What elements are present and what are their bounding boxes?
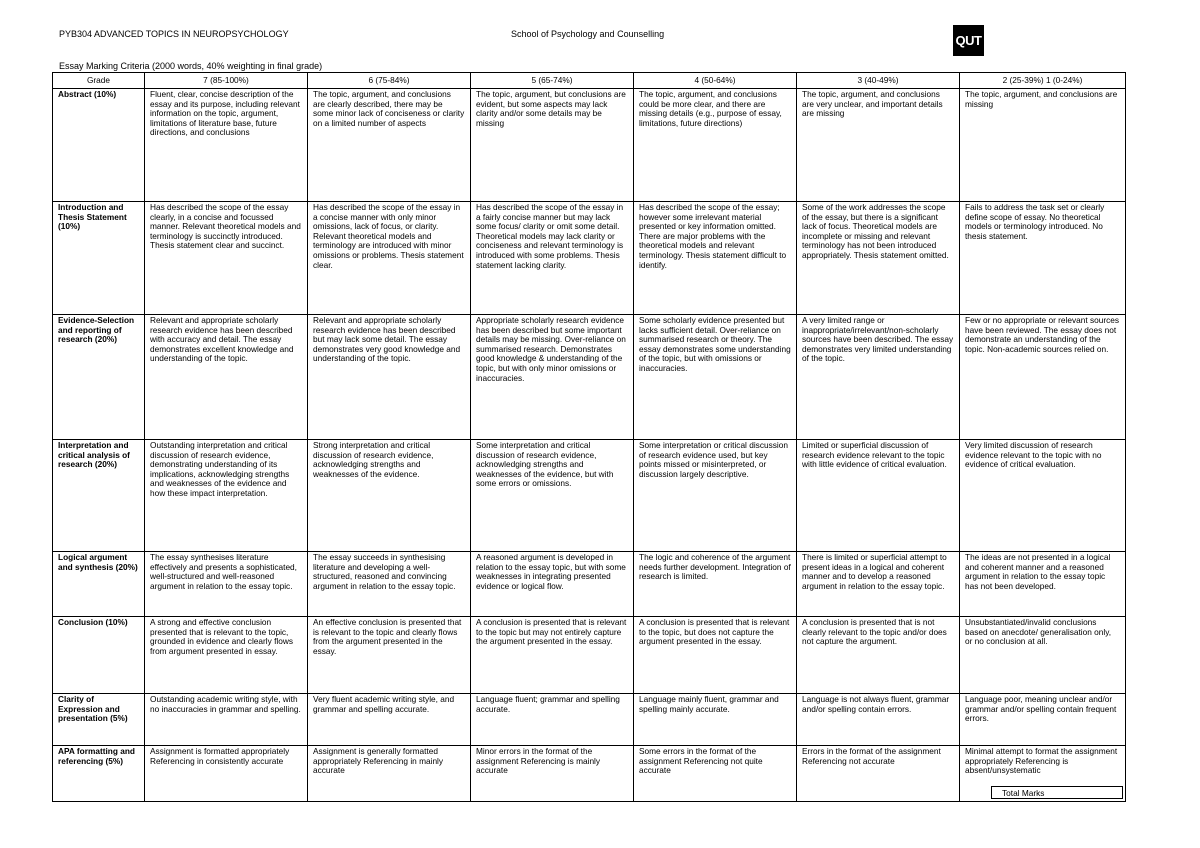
table-cell: A conclusion is presented that is relevant to the topic but may not entirely capture the argument presented in the essay.: [471, 617, 634, 694]
table-row: [53, 617, 1126, 694]
table-cell: Assignment is formatted appropriately Referencing in consistently accurate: [145, 746, 308, 802]
column-header-grade-7: 7 (85-100%): [145, 73, 308, 89]
criterion-label: Evidence-Selection and reporting of research (20%): [53, 315, 145, 440]
table-cell: A reasoned argument is developed in relation to the essay topic, but with some weaknesses in integrating presented evidence or logical flow.: [471, 552, 634, 617]
table-cell: Some interpretation and critical discussion of research evidence, acknowledging strengths and weaknesses of the evidence, but with some errors or omissions.: [471, 440, 634, 552]
table-cell: Has described the scope of the essay clearly, in a concise and focussed manner. Relevant theoretical models and terminology is succinctly introduced. Thesis statement clear and succinct.: [145, 202, 308, 315]
table-cell: Appropriate scholarly research evidence has been described but some important details may be missing. Over-reliance on summarised research. Demonstrates good knowledge & understanding of the topic, but with only minor omissions or inaccuracies.: [471, 315, 634, 440]
table-row: [53, 552, 1126, 617]
column-header-grade: Grade: [53, 73, 145, 89]
table-cell: The topic, argument, but conclusions are evident, but some aspects may lack clarity and/or some details may be missing: [471, 89, 634, 202]
table-cell: Some errors in the format of the assignment Referencing not quite accurate: [634, 746, 797, 802]
criterion-label: Conclusion (10%): [53, 617, 145, 694]
column-header-grade-3: 3 (40-49%): [797, 73, 960, 89]
table-cell: Language fluent; grammar and spelling accurate.: [471, 694, 634, 746]
table-cell: Unsubstantiated/invalid conclusions based on anecdote/ generalisation only, or no conclusion at all.: [960, 617, 1126, 694]
course-title: PYB304 ADVANCED TOPICS IN NEUROPSYCHOLOGY: [59, 29, 289, 39]
qut-logo: QUT: [953, 25, 984, 56]
table-cell: Very limited discussion of research evidence relevant to the topic with no evidence of critical evaluation.: [960, 440, 1126, 552]
table-cell: Errors in the format of the assignment Referencing not accurate: [797, 746, 960, 802]
table-cell: Fails to address the task set or clearly define scope of essay. No theoretical models or terminology introduced. No thesis statement.: [960, 202, 1126, 315]
table-row: [53, 440, 1126, 552]
table-cell: Some interpretation or critical discussion of research evidence used, but key points missed or misinterpreted, or discussion largely descriptive.: [634, 440, 797, 552]
table-cell: The logic and coherence of the argument needs further development. Integration of research is limited.: [634, 552, 797, 617]
table-cell: Few or no appropriate or relevant sources have been reviewed. The essay does not demonstrate an understanding of the topic. Non-academic sources relied on.: [960, 315, 1126, 440]
table-cell: A conclusion is presented that is relevant to the topic, but does not capture the argument presented in the essay.: [634, 617, 797, 694]
table-cell: The ideas are not presented in a logical and coherent manner and a reasoned argument in relation to the essay topic has not been developed.: [960, 552, 1126, 617]
table-cell: Some scholarly evidence presented but lacks sufficient detail. Over-reliance on summarised research or theory. The essay demonstrates some understanding of the topic, but with omissions or inaccuracies.: [634, 315, 797, 440]
table-cell: Some of the work addresses the scope of the essay, but there is a significant lack of focus. Theoretical models are incomplete or missing and relevant terminology has not been introduced appropriately. Thesis statement omitted.: [797, 202, 960, 315]
criterion-label: Abstract (10%): [53, 89, 145, 202]
table-cell: The topic, argument, and conclusions are missing: [960, 89, 1126, 202]
table-cell: The essay synthesises literature effectively and presents a sophisticated, well-structured and well-reasoned argument in relation to the essay topic.: [145, 552, 308, 617]
table-row: [53, 694, 1126, 746]
table-cell: Strong interpretation and critical discussion of research evidence, acknowledging strengths and weaknesses of the evidence.: [308, 440, 471, 552]
table-cell: Fluent, clear, concise description of the essay and its purpose, including relevant information on the topic, argument, limitations of literature base, future directions, and conclusions: [145, 89, 308, 202]
criteria-title: Essay Marking Criteria (2000 words, 40% weighting in final grade): [59, 61, 323, 71]
table-cell: An effective conclusion is presented that is relevant to the topic and clearly flows from the argument presented in the essay.: [308, 617, 471, 694]
table-cell: Outstanding academic writing style, with no inaccuracies in grammar and spelling.: [145, 694, 308, 746]
table-cell: The topic, argument, and conclusions are very unclear, and important details are missing: [797, 89, 960, 202]
table-row: [53, 202, 1126, 315]
table-row: [53, 89, 1126, 202]
table-cell: Has described the scope of the essay; however some irrelevant material presented or key information omitted. There are major problems with the theoretical models and relevant terminology. Thesis statement difficult to identify.: [634, 202, 797, 315]
table-cell: The topic, argument, and conclusions are clearly described, there may be some minor lack of conciseness or clarity on a limited number of aspects: [308, 89, 471, 202]
header-row: [53, 73, 1126, 89]
table-cell: A conclusion is presented that is not clearly relevant to the topic and/or does not capture the argument.: [797, 617, 960, 694]
table-cell: Language poor, meaning unclear and/or grammar and/or spelling contain frequent errors.: [960, 694, 1126, 746]
table-cell: Outstanding interpretation and critical discussion of research evidence, demonstrating understanding of its implications, acknowledging strengths and weaknesses of the evidence and how these impact interpretation.: [145, 440, 308, 552]
marking-criteria-table: [52, 72, 1126, 802]
column-header-grade-6: 6 (75-84%): [308, 73, 471, 89]
table-row: [53, 746, 1126, 802]
table-cell: A strong and effective conclusion presented that is relevant to the topic, grounded in evidence and clearly flows from argument presented in essay.: [145, 617, 308, 694]
table-cell: Assignment is generally formatted appropriately Referencing in mainly accurate: [308, 746, 471, 802]
criterion-label: Logical argument and synthesis (20%): [53, 552, 145, 617]
table-cell: Has described the scope of the essay in a concise manner with only minor omissions, lack of focus, or clarity. Relevant theoretical models and terminology are introduced with minor omissions or problems. Thesis statement clear.: [308, 202, 471, 315]
table-cell: Minor errors in the format of the assignment Referencing is mainly accurate: [471, 746, 634, 802]
table-cell: There is limited or superficial attempt to present ideas in a logical and coherent manner and to develop a reasoned argument in relation to the essay topic.: [797, 552, 960, 617]
criterion-label: APA formatting and referencing (5%): [53, 746, 145, 802]
criterion-label: Clarity of Expression and presentation (5%): [53, 694, 145, 746]
table-cell: The essay succeeds in synthesising literature and developing a well-structured, reasoned and convincing argument in relation to the essay topic.: [308, 552, 471, 617]
total-marks-box: Total Marks: [991, 786, 1123, 799]
table-cell: Relevant and appropriate scholarly research evidence has been described but may lack some detail. The essay demonstrates very good knowledge and understanding of the topic.: [308, 315, 471, 440]
table-cell: Minimal attempt to format the assignment appropriately Referencing is absent/unsystematic: [960, 746, 1126, 802]
column-header-grade-5: 5 (65-74%): [471, 73, 634, 89]
criterion-label: Interpretation and critical analysis of research (20%): [53, 440, 145, 552]
table-cell: Limited or superficial discussion of research evidence relevant to the topic with little evidence of critical evaluation.: [797, 440, 960, 552]
table-row: [53, 315, 1126, 440]
table-cell: Language is not always fluent, grammar and/or spelling contain errors.: [797, 694, 960, 746]
column-header-grade-2-1: 2 (25-39%) 1 (0-24%): [960, 73, 1126, 89]
table-cell: Very fluent academic writing style, and grammar and spelling accurate.: [308, 694, 471, 746]
criterion-label: Introduction and Thesis Statement (10%): [53, 202, 145, 315]
table-cell: The topic, argument, and conclusions could be more clear, and there are missing details (e.g., purpose of essay, limitations, future directions): [634, 89, 797, 202]
school-name: School of Psychology and Counselling: [511, 29, 665, 39]
table-cell: Language mainly fluent, grammar and spelling mainly accurate.: [634, 694, 797, 746]
table-cell: Has described the scope of the essay in a fairly concise manner but may lack some focus/ clarity or omit some detail. Theoretical models may lack clarity or conciseness and relevant terminology is introduced with some problems. Thesis statement lacking clarity.: [471, 202, 634, 315]
table-cell: Relevant and appropriate scholarly research evidence has been described with accuracy and detail. The essay demonstrates excellent knowledge and understanding of the topic.: [145, 315, 308, 440]
column-header-grade-4: 4 (50-64%): [634, 73, 797, 89]
table-cell: A very limited range or inappropriate/irrelevant/non-scholarly sources have been described. The essay demonstrates very limited understanding of the topic.: [797, 315, 960, 440]
